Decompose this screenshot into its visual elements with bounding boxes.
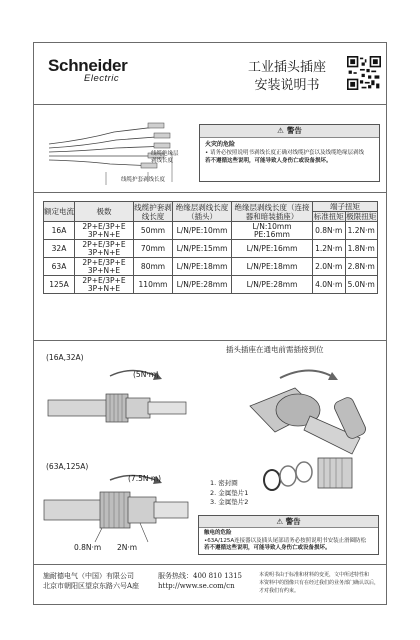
part-1: 1. 密封圈 bbox=[210, 479, 238, 487]
footer-company bbox=[43, 571, 139, 591]
col-plug: 绝缘层剥线长度（插头） bbox=[173, 202, 232, 222]
company-address: 北京市朝阳区望京东路六号A座 bbox=[43, 582, 140, 590]
schneider-logo bbox=[48, 56, 128, 84]
label-small-rating: (16A,32A) bbox=[46, 353, 84, 362]
title-line1: 工业插头插座 bbox=[247, 60, 326, 75]
diagram-label-insulation: 线缆绝缘层 剥线长度 bbox=[151, 151, 179, 164]
warning2-text: •63A/125A连接器以及插头尾部请务必按照说明书安装止滑圈防松 bbox=[204, 537, 367, 544]
warning-subheading: 火灾的危险 bbox=[205, 141, 236, 148]
table-row: 63A 2P+E/3P+E 3P+N+E 80mm L/N/PE:18mm L/N/PE:18mm 2.0N·m 2.8N·m bbox=[44, 258, 378, 276]
large-connector-icon bbox=[40, 470, 190, 550]
col-sheath: 线缆护套剥线长度 bbox=[134, 202, 172, 221]
warning-triangle-icon: ⚠ bbox=[276, 517, 284, 526]
spec-table bbox=[43, 201, 378, 294]
install-right-title: 插头插座在通电前需插接到位 bbox=[226, 345, 324, 354]
diagram-label-sheath: 线缆护套剥线长度 bbox=[121, 177, 166, 183]
header-divider bbox=[33, 104, 387, 105]
title-line2: 安装说明书 bbox=[254, 78, 320, 93]
footer-divider bbox=[33, 564, 387, 565]
torque-large: (7.5N·m) bbox=[128, 474, 162, 483]
col-torque: 端子扭矩 bbox=[313, 202, 378, 212]
warning2-subheading: 触电的危险 bbox=[204, 530, 232, 536]
warning-heading: ⚠ 警告 bbox=[200, 125, 379, 138]
small-connector-icon bbox=[40, 362, 190, 442]
cable-diagram-icon bbox=[44, 112, 194, 187]
torque-t1: 0.8N·m bbox=[74, 543, 102, 552]
document-title bbox=[232, 59, 342, 95]
logo-line2: Electric bbox=[84, 73, 120, 84]
shock-warning-box bbox=[198, 515, 379, 555]
label-large-rating: (63A,125A) bbox=[46, 462, 89, 471]
col-connector: 绝缘层剥线长度（连接器和暗装插座） bbox=[232, 202, 313, 222]
qr-code-icon bbox=[347, 56, 381, 90]
warning-consequence: 若不遵循这些说明，可能导致人身伤亡或设备损坏。 bbox=[205, 158, 332, 164]
website-link[interactable]: http://www.se.com/cn bbox=[158, 582, 235, 590]
section-divider bbox=[33, 192, 387, 193]
part-2: 2. 金属垫片1 bbox=[210, 488, 249, 497]
col-poles: 极数 bbox=[75, 202, 134, 222]
col-torque-std: 标准扭矩 bbox=[313, 212, 344, 221]
table-row: 32A 2P+E/3P+E 3P+N+E 70mm L/N/PE:15mm L/N/PE:16mm 1.2N·m 1.8N·m bbox=[44, 240, 378, 258]
warning-triangle-icon: ⚠ bbox=[277, 126, 284, 135]
warning-text: • 请务必按照说明书剥线长度正确对线缆护套以及线缆绝缘层剥线 bbox=[205, 150, 364, 156]
col-torque-max: 极限扭矩 bbox=[346, 212, 377, 221]
parts-list bbox=[210, 479, 248, 508]
torque-small: (5N·m) bbox=[133, 370, 159, 379]
logo-line1: Schneider bbox=[48, 56, 128, 75]
table-row: 125A 2P+E/3P+E 3P+N+E 110mm L/N/PE:28mm L/N/PE:28mm 4.0N·m 5.0N·m bbox=[44, 276, 378, 294]
col-current: 额定电流 bbox=[44, 202, 75, 222]
company-name: 施耐德电气（中国）有限公司 bbox=[43, 572, 134, 580]
table-header-row bbox=[44, 202, 378, 212]
footer-notes: 本说明书由于标准和材料的变更，文中所述特性和 本资料中的图像只有在经过我们的业务部门确认以后， 才对我们有约束。 bbox=[259, 572, 380, 594]
table-row: 16A 2P+E/3P+E 3P+N+E 50mm L/N/PE:10mm L/N:10mm PE:16mm 0.8N·m 1.2N·m bbox=[44, 222, 378, 240]
part-3: 3. 金属垫片2 bbox=[210, 498, 249, 506]
warning2-heading: ⚠ 警告 bbox=[199, 516, 378, 528]
install-divider bbox=[33, 340, 387, 341]
warning2-consequence: 若不遵循这些说明，可能导致人身伤亡或设备损坏。 bbox=[204, 545, 331, 551]
service-hotline: 服务热线：400 810 1315 bbox=[158, 572, 242, 580]
fire-warning-box bbox=[199, 124, 380, 182]
footer-contact bbox=[158, 571, 242, 591]
torque-t2: 2N·m bbox=[117, 543, 138, 552]
